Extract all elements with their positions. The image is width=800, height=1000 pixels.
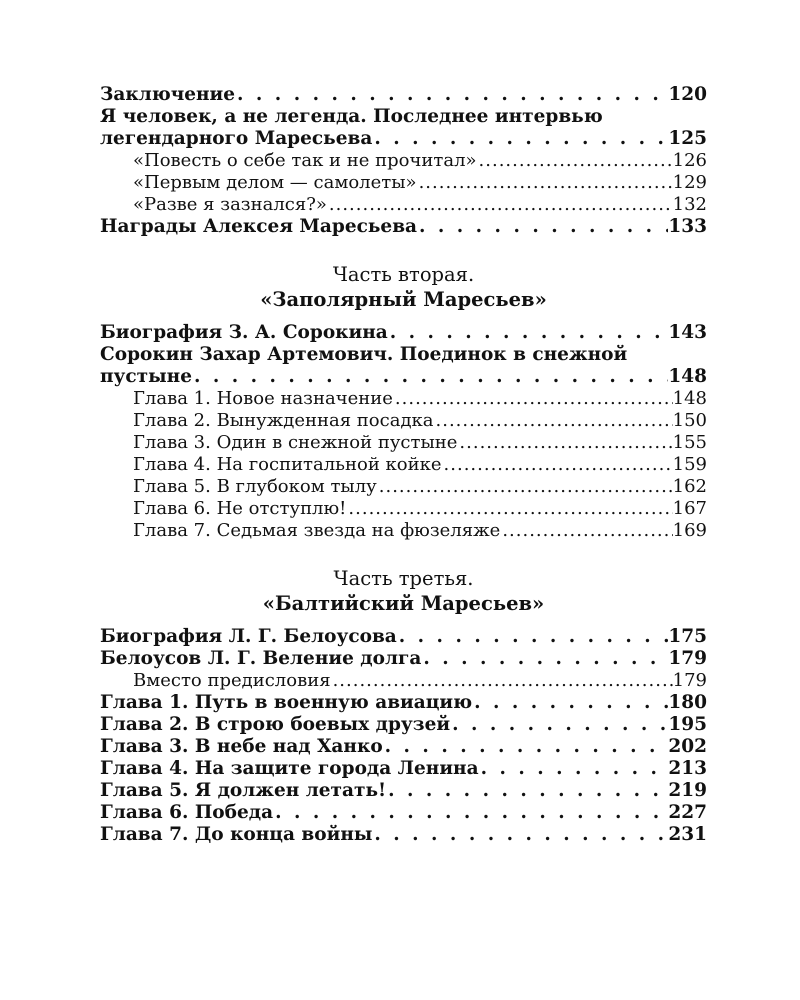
entry-title: Награды Алексея Маресьева — [100, 216, 418, 237]
dot-leader — [417, 216, 668, 238]
part-subheading: «Балтийский Маресьев» — [262, 592, 545, 615]
entry-title: Глава 3. В небе над Ханко — [100, 736, 383, 757]
entry-page: 133 — [668, 216, 707, 237]
dot-leader — [434, 410, 673, 432]
entry-page: 213 — [668, 758, 707, 779]
entry-title: Глава 1. Новое назначение — [133, 388, 393, 409]
dot-leader — [235, 84, 668, 106]
entry-page: 155 — [672, 432, 707, 453]
toc-entry — [100, 454, 707, 476]
toc-entry — [100, 150, 707, 172]
entry-title-line2: легендарного Маресьева — [100, 128, 373, 149]
dot-leader — [421, 648, 668, 670]
dot-leader — [450, 714, 668, 736]
toc-entry — [100, 758, 707, 780]
toc-entry — [100, 476, 707, 498]
dot-leader — [417, 172, 673, 194]
part-2-heading — [100, 262, 707, 312]
entry-page: 148 — [672, 388, 707, 409]
part-subheading: «Заполярный Маресьев» — [260, 288, 547, 311]
dot-leader — [273, 802, 668, 824]
dot-leader — [386, 780, 668, 802]
toc-section-2 — [100, 322, 707, 542]
entry-page: 159 — [672, 454, 707, 475]
toc-section-3 — [100, 626, 707, 846]
entry-title: Глава 5. Я должен летать! — [100, 780, 387, 801]
entry-page: 143 — [668, 322, 707, 343]
toc-entry — [100, 216, 707, 238]
dot-leader — [472, 692, 668, 714]
toc-entry — [100, 84, 707, 106]
dot-leader — [477, 150, 673, 172]
toc-entry — [100, 388, 707, 410]
entry-title: «Разве я зазнался?» — [133, 194, 327, 215]
entry-page: 169 — [672, 520, 707, 541]
toc-entry — [100, 410, 707, 432]
dot-leader — [331, 670, 673, 692]
entry-page: 129 — [672, 172, 707, 193]
entry-page: 132 — [672, 194, 707, 215]
dot-leader — [377, 476, 673, 498]
entry-title: Глава 5. В глубоком тылу — [133, 476, 377, 497]
entry-page: 167 — [672, 498, 707, 519]
entry-title: Заключение — [100, 84, 236, 105]
entry-page: 195 — [668, 714, 707, 735]
dot-leader — [192, 366, 668, 388]
entry-title: Биография Л. Г. Белоусова — [100, 626, 397, 647]
dot-leader — [327, 194, 673, 216]
dot-leader — [393, 388, 673, 410]
entry-page: 175 — [668, 626, 707, 647]
dot-leader — [397, 626, 669, 648]
toc-entry — [100, 824, 707, 846]
entry-page: 219 — [668, 780, 707, 801]
dot-leader — [372, 824, 668, 846]
entry-title: Вместо предисловия — [133, 670, 331, 691]
entry-page: 231 — [668, 824, 707, 845]
entry-title: Глава 7. До конца войны — [100, 824, 373, 845]
entry-page: 148 — [668, 366, 707, 387]
toc-entry — [100, 736, 707, 758]
entry-page: 162 — [672, 476, 707, 497]
toc-entry — [100, 432, 707, 454]
entry-title: Биография З. А. Сорокина — [100, 322, 388, 343]
entry-title: Глава 6. Не отступлю! — [133, 498, 347, 519]
toc-entry — [100, 670, 707, 692]
toc-entry — [100, 626, 707, 648]
entry-title: «Повесть о себе так и не прочитал» — [133, 150, 477, 171]
entry-title-line1: Я человек, а не легенда. Последнее интервью — [100, 106, 603, 127]
entry-page: 227 — [668, 802, 707, 823]
entry-page: 120 — [668, 84, 707, 105]
dot-leader — [346, 498, 672, 520]
toc-entry — [100, 322, 707, 344]
part-3-heading — [100, 566, 707, 616]
toc-entry — [100, 498, 707, 520]
entry-title: Глава 2. Вынужденная посадка — [133, 410, 434, 431]
toc-section-1 — [100, 84, 707, 238]
toc-entry — [100, 520, 707, 542]
entry-title: Глава 4. На защите города Ленина — [100, 758, 479, 779]
toc-entry — [100, 194, 707, 216]
toc-entry — [100, 802, 707, 824]
entry-title: Глава 1. Путь в военную авиацию — [100, 692, 473, 713]
toc-entry — [100, 172, 707, 194]
entry-page: 126 — [672, 150, 707, 171]
toc-entry — [100, 344, 707, 388]
entry-title: Глава 6. Победа — [100, 802, 274, 823]
entry-title: Глава 4. На госпитальной койке — [133, 454, 442, 475]
entry-page: 180 — [668, 692, 707, 713]
dot-leader — [479, 758, 669, 780]
entry-page: 179 — [668, 648, 707, 669]
entry-title: Глава 3. Один в снежной пустыне — [133, 432, 458, 453]
entry-page: 179 — [672, 670, 707, 691]
toc-entry — [100, 106, 707, 150]
dot-leader — [383, 736, 669, 758]
entry-title: Глава 2. В строю боевых друзей — [100, 714, 451, 735]
entry-title-line2: пустыне — [100, 366, 192, 387]
part-heading: Часть третья. — [333, 567, 474, 590]
dot-leader — [388, 322, 669, 344]
toc-entry — [100, 714, 707, 736]
toc-entry — [100, 648, 707, 670]
dot-leader — [372, 128, 668, 150]
dot-leader — [457, 432, 672, 454]
entry-title: Глава 7. Седьмая звезда на фюзеляже — [133, 520, 501, 541]
toc-entry — [100, 780, 707, 802]
entry-title: Белоусов Л. Г. Веление долга — [100, 648, 422, 669]
entry-page: 202 — [668, 736, 707, 757]
part-heading: Часть вторая. — [332, 263, 475, 286]
dot-leader — [500, 520, 672, 542]
entry-title-line1: Сорокин Захар Артемович. Поединок в снежной — [100, 344, 628, 365]
dot-leader — [442, 454, 673, 476]
entry-page: 125 — [668, 128, 707, 149]
entry-page: 150 — [672, 410, 707, 431]
entry-title: «Первым делом — самолеты» — [133, 172, 417, 193]
toc-entry — [100, 692, 707, 714]
